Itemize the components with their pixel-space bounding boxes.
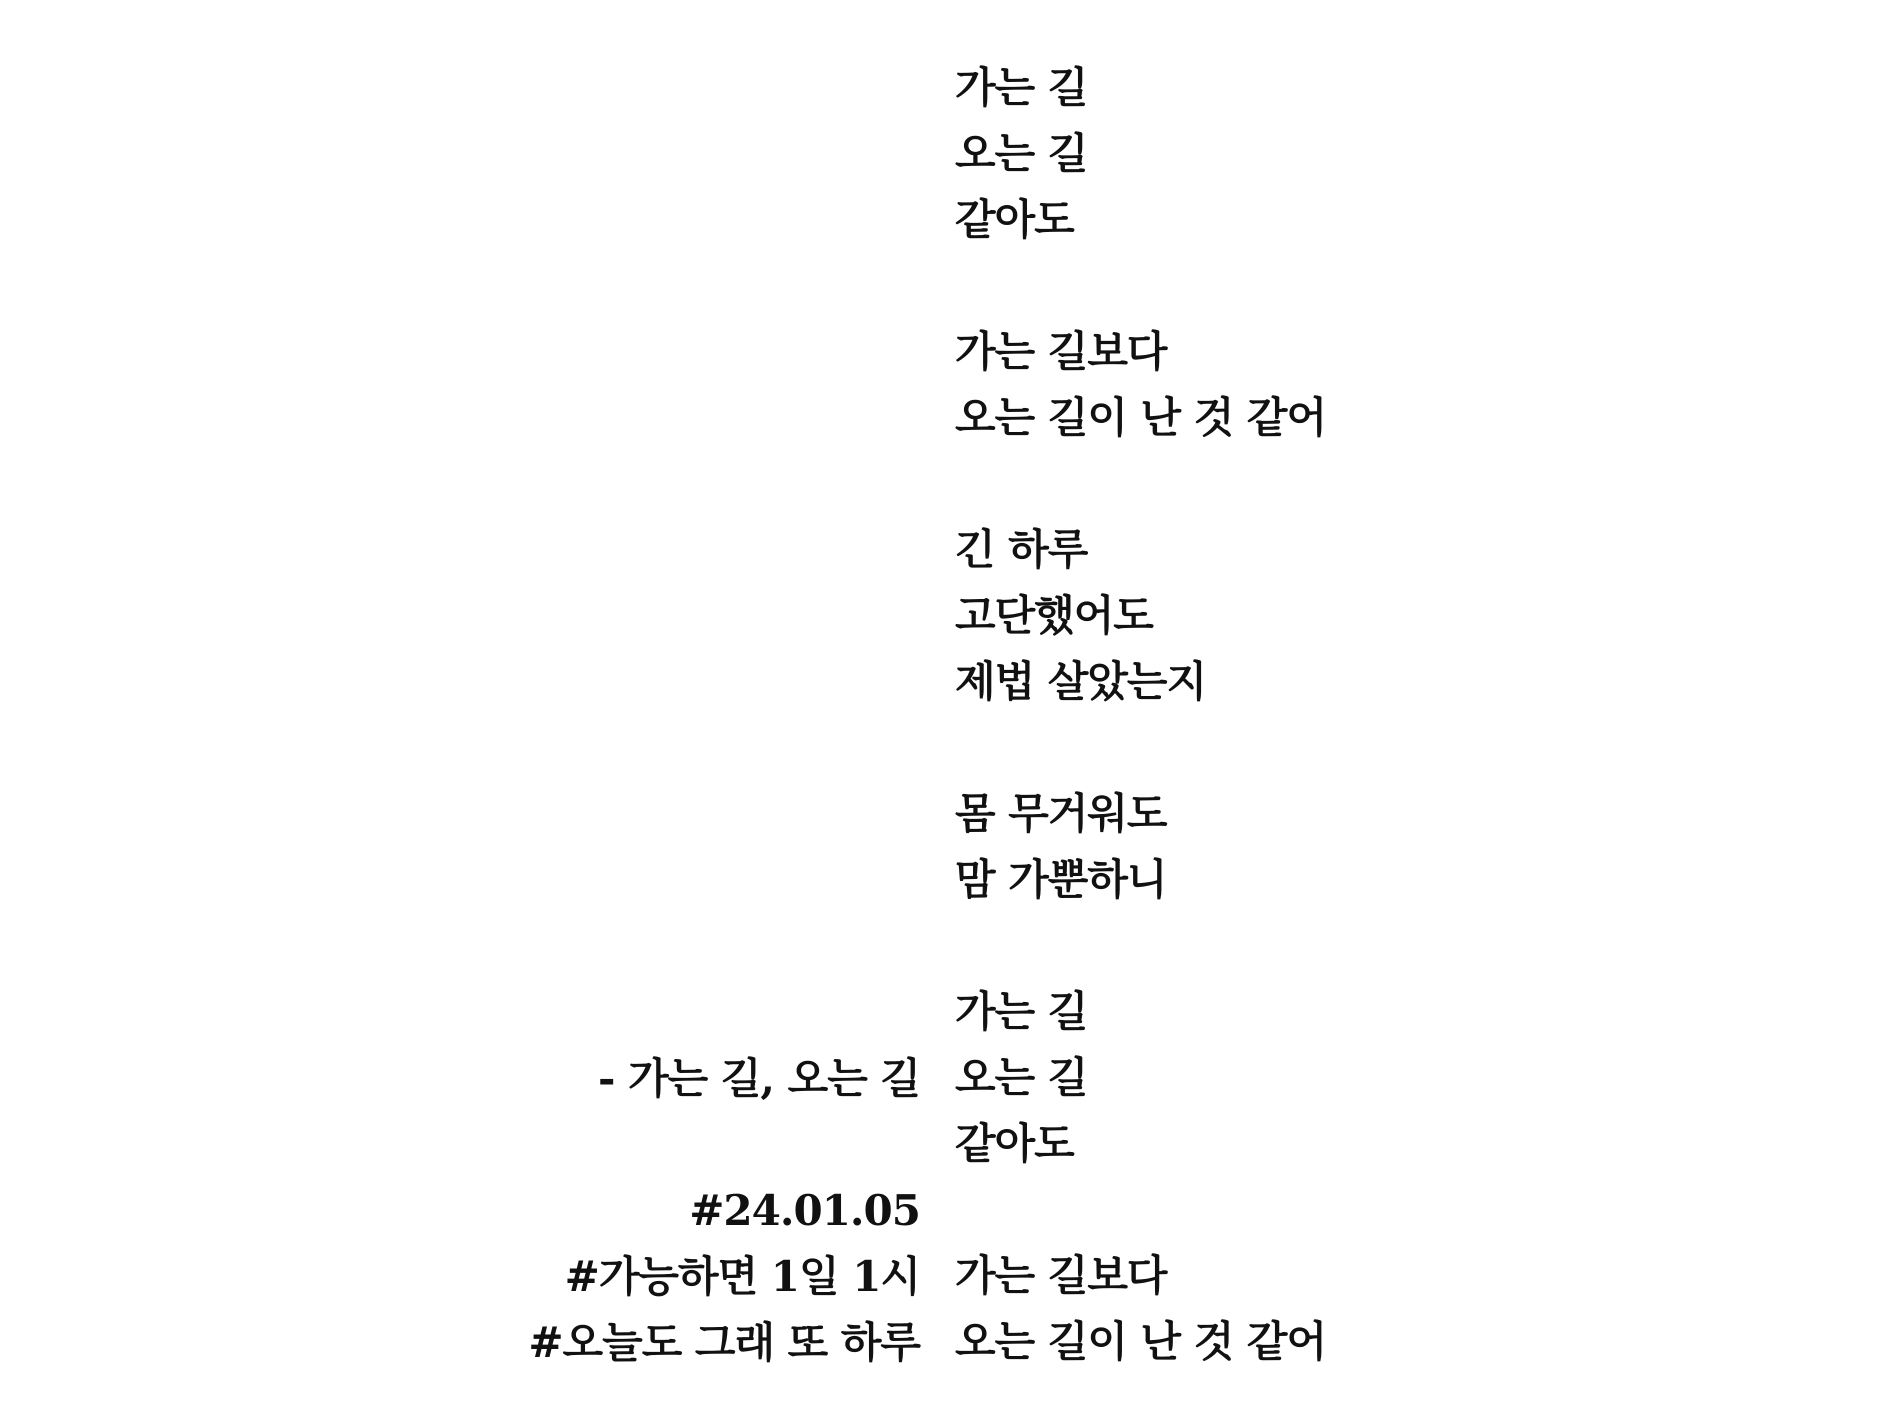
poem-line: 고단했어도 <box>955 591 1153 640</box>
date-tag: #24.01.05 <box>689 1186 920 1235</box>
stanza-break <box>955 253 1326 319</box>
poem-line: 오는 길 <box>955 129 1088 178</box>
poem-line: 오는 길이 난 것 같어 <box>955 393 1327 442</box>
poem-line: 몸 무거워도 <box>955 789 1167 838</box>
poem-line: 맘 가뿐하니 <box>955 855 1167 904</box>
poem-line: 같아도 <box>955 195 1074 244</box>
poem-line: 가는 길보다 <box>955 1251 1167 1300</box>
poem-line: 가는 길 <box>955 63 1088 112</box>
poem-title-attribution: - 가는 길, 오는 길 <box>598 1054 920 1103</box>
poem-line: 오는 길이 난 것 같어 <box>955 1317 1327 1366</box>
poem-body <box>955 55 1326 1375</box>
poem-line: 가는 길 <box>955 987 1088 1036</box>
stanza-break <box>955 715 1326 781</box>
poem-line: 오는 길 <box>955 1053 1088 1102</box>
stanza-break <box>955 1177 1326 1243</box>
hashtag: #오늘도 그래 또 하루 <box>528 1318 920 1367</box>
poem-line: 긴 하루 <box>955 525 1088 574</box>
poem-line: 같아도 <box>955 1119 1074 1168</box>
stanza-break <box>955 913 1326 979</box>
poem-meta <box>528 1046 920 1376</box>
poem-line: 제법 살았는지 <box>955 657 1207 706</box>
hashtag: #가능하면 1일 1시 <box>564 1252 920 1301</box>
poem-line: 가는 길보다 <box>955 327 1167 376</box>
stanza-break <box>955 451 1326 517</box>
meta-spacer <box>528 1112 920 1178</box>
